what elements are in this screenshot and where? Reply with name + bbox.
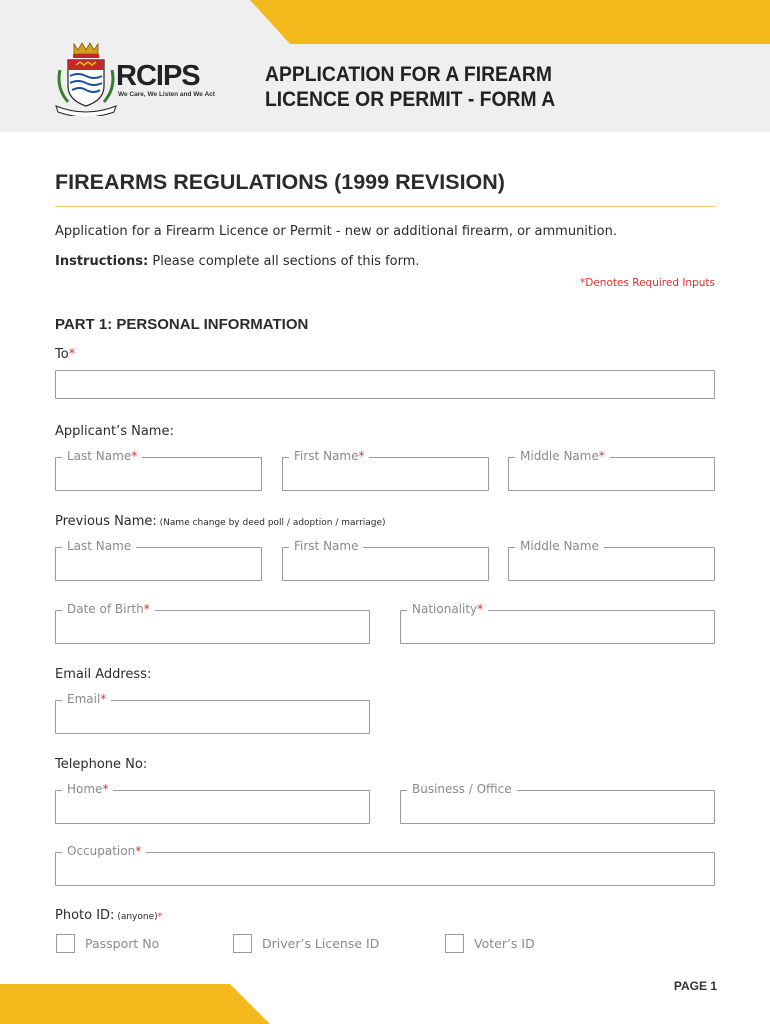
drivers-license-label: Driver’s License ID	[262, 936, 380, 951]
brand-tagline: We Care, We Listen and We Act	[118, 91, 215, 98]
voters-id-label: Voter’s ID	[474, 936, 535, 951]
occupation-legend: Occupation*	[62, 844, 146, 858]
nationality-legend: Nationality*	[407, 602, 488, 616]
passport-checkbox[interactable]	[56, 934, 75, 953]
business-phone-field[interactable]	[400, 782, 715, 824]
regulations-title: FIREARMS REGULATIONS (1999 REVISION)	[55, 170, 505, 194]
applicant-first-name-field[interactable]	[282, 449, 489, 491]
form-title-line2: LICENCE OR PERMIT - FORM A	[265, 88, 556, 111]
crest-icon	[54, 40, 118, 116]
date-of-birth-field[interactable]	[55, 602, 370, 644]
business-phone-legend: Business / Office	[407, 782, 517, 796]
passport-label: Passport No	[85, 936, 160, 951]
header-accent-bar	[250, 0, 770, 44]
date-of-birth-legend: Date of Birth*	[62, 602, 155, 616]
email-address-label: Email Address:	[55, 667, 152, 682]
home-phone-legend: Home*	[62, 782, 113, 796]
instructions-body: Please complete all sections of this form.	[148, 254, 420, 269]
applicant-last-name-field[interactable]	[55, 449, 262, 491]
page-number: PAGE 1	[673, 979, 717, 993]
previous-middle-name-legend: Middle Name	[515, 539, 604, 553]
page-header	[0, 0, 770, 132]
form-title-line1: APPLICATION FOR A FIREARM	[265, 63, 552, 86]
required-note: *Denotes Required Inputs	[580, 277, 715, 289]
email-legend: Email*	[62, 692, 111, 706]
previous-name-hint: (Name change by deed poll / adoption / marriage)	[156, 518, 386, 528]
previous-name-label: Previous Name: (Name change by deed poll / adoption / marriage)	[55, 514, 386, 529]
to-field[interactable]	[55, 370, 715, 399]
photo-id-label: Photo ID: (anyone)*	[55, 908, 163, 923]
voters-id-checkbox-option[interactable]	[445, 934, 535, 953]
instructions-label: Instructions:	[55, 254, 149, 269]
previous-first-name-legend: First Name	[289, 539, 363, 553]
applicant-first-name-legend: First Name*	[289, 449, 369, 463]
form-title	[265, 62, 555, 112]
part1-title: PART 1: PERSONAL INFORMATION	[55, 316, 309, 333]
home-phone-field[interactable]	[55, 782, 370, 824]
telephone-label: Telephone No:	[55, 757, 148, 772]
previous-last-name-field[interactable]	[55, 539, 262, 581]
previous-first-name-field[interactable]	[282, 539, 489, 581]
drivers-license-checkbox[interactable]	[233, 934, 252, 953]
title-divider	[55, 206, 715, 207]
rcips-logo	[54, 40, 224, 116]
brand-name: RCIPS	[116, 60, 200, 92]
email-field[interactable]	[55, 692, 370, 734]
to-label: To*	[55, 347, 76, 362]
applicant-middle-name-field[interactable]	[508, 449, 715, 491]
drivers-license-checkbox-option[interactable]	[233, 934, 379, 953]
nationality-field[interactable]	[400, 602, 715, 644]
applicant-middle-name-legend: Middle Name*	[515, 449, 610, 463]
applicant-last-name-legend: Last Name*	[62, 449, 142, 463]
previous-last-name-legend: Last Name	[62, 539, 136, 553]
instructions-text	[55, 254, 420, 269]
occupation-field[interactable]	[55, 844, 715, 886]
intro-text: Application for a Firearm Licence or Permit - new or additional firearm, or ammunition.	[55, 224, 617, 239]
voters-id-checkbox[interactable]	[445, 934, 464, 953]
passport-checkbox-option[interactable]	[56, 934, 159, 953]
footer-accent-bar	[0, 984, 270, 1024]
photo-id-hint: (anyone)	[114, 912, 158, 922]
applicant-name-label: Applicant’s Name:	[55, 424, 174, 439]
previous-middle-name-field[interactable]	[508, 539, 715, 581]
